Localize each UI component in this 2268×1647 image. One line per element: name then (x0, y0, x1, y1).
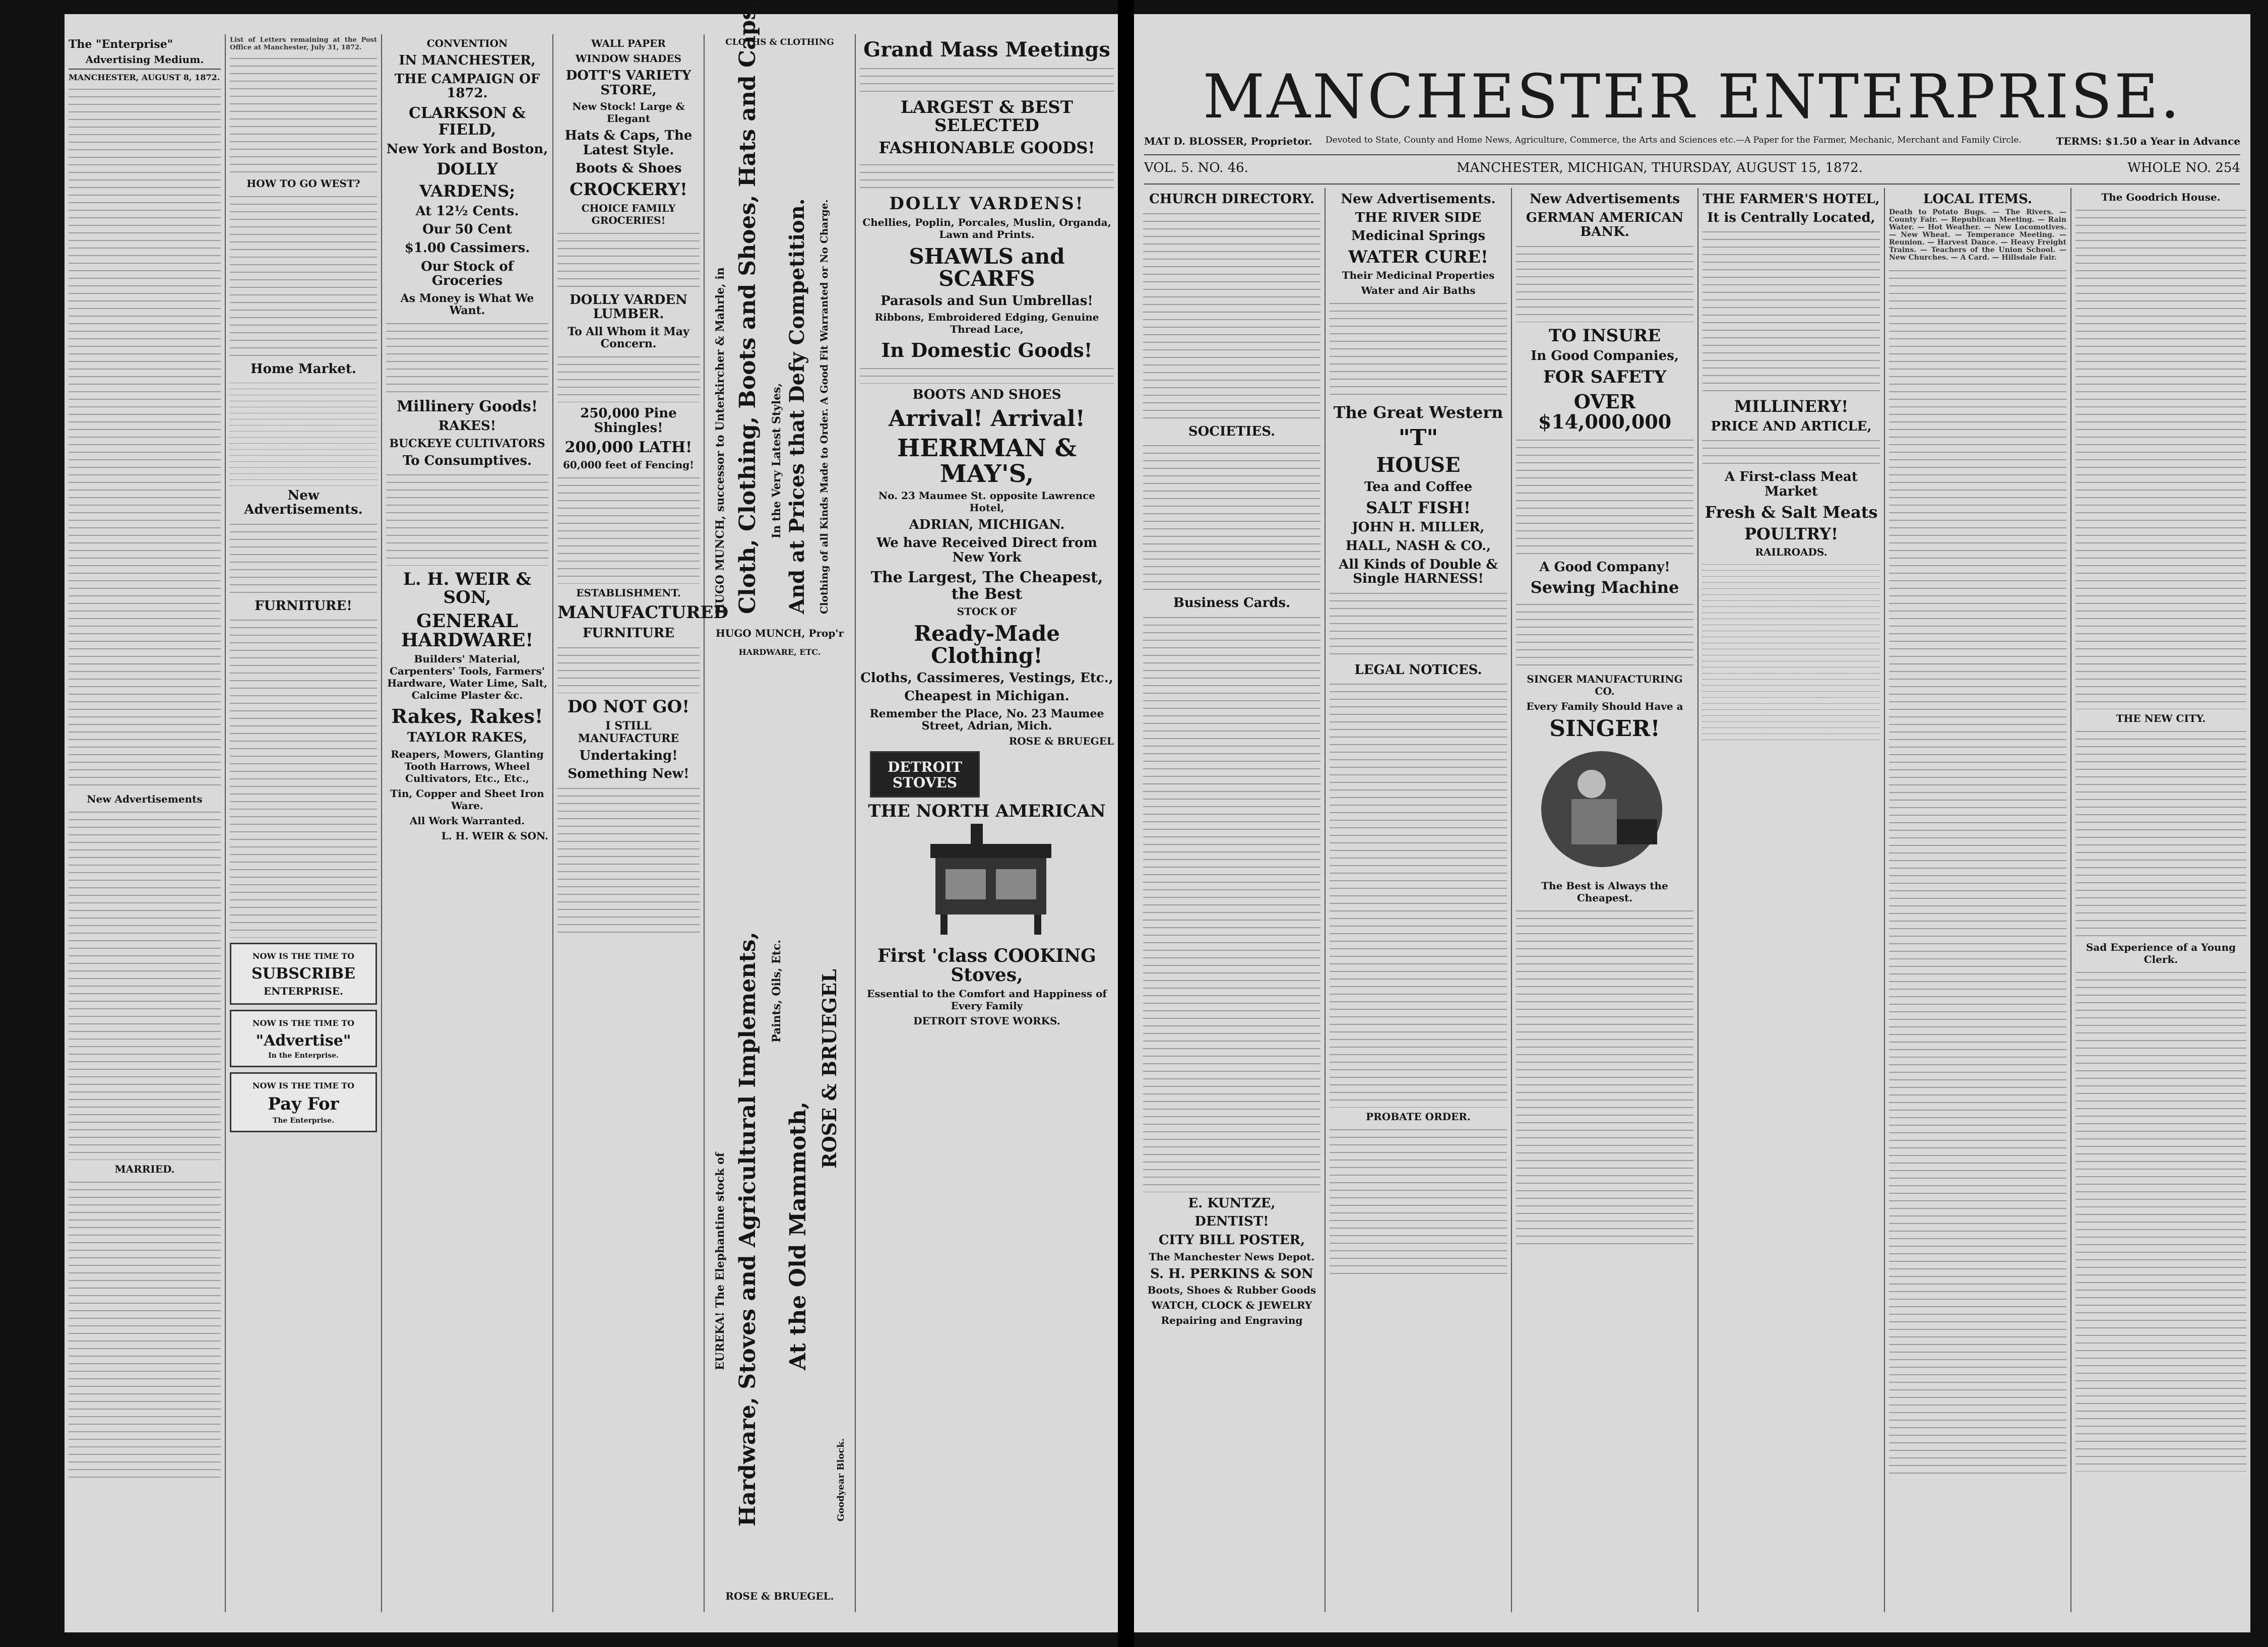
largest-best: LARGEST & BEST SELECTED (900, 97, 1074, 136)
cassimeres: $1.00 Cassimers. (404, 240, 530, 256)
issue-date: MANCHESTER, AUGUST 8, 1872. (69, 73, 220, 83)
whole-number: WHOLE NO. 254 (2127, 160, 2240, 175)
rose-bruegel-label: ROSE & BRUEGEL (1009, 735, 1114, 748)
convention-heading: CONVENTION (426, 37, 508, 49)
new-ads-heading: New Advertisements (87, 793, 203, 806)
salt-fish: SALT FISH! (1366, 498, 1471, 517)
detroit-stoves-logo (870, 751, 980, 798)
millinery-goods: Millinery Goods! (396, 398, 538, 416)
insurance-text (1516, 435, 1693, 556)
new-city-text (2075, 726, 2246, 938)
do-not-go: DO NOT GO! (567, 696, 690, 717)
societies-text (1143, 441, 1320, 592)
meat-market: A First-class Meat Market (1725, 469, 1858, 499)
boots-shoes: BOOTS AND SHOES (912, 387, 1061, 403)
manufactured: MANUFACTURED (557, 602, 728, 623)
pine-shingles: 250,000 Pine Shingles! (580, 406, 677, 436)
column-enterprise-notices (65, 34, 226, 1612)
masthead-title: MANCHESTER ENTERPRISE. (1203, 62, 2182, 132)
clarkson-field: CLARKSON & FIELD, (408, 104, 526, 139)
business-text (1143, 613, 1320, 1192)
furniture-heading: FURNITURE! (255, 598, 352, 614)
the-enterprise: The Enterprise. (272, 1117, 335, 1125)
wall-paper: WALL PAPER (591, 37, 666, 49)
subscribe-box (230, 943, 377, 1005)
received-line: We have Received Direct from New York (876, 535, 1097, 566)
crockery-heading: CROCKERY! (570, 179, 687, 200)
all-work-warranted: All Work Warranted. (409, 814, 525, 827)
goods-text (860, 160, 1114, 190)
german-american-bank: GERMAN AMERICAN BANK. (1526, 210, 1684, 240)
milliner-text (386, 319, 548, 394)
arrival-line: Arrival! Arrival! (889, 405, 1085, 432)
church-text (1143, 209, 1320, 420)
establishment: ESTABLISHMENT. (576, 587, 681, 599)
house-word: HOUSE (1376, 453, 1461, 477)
hardware-header: HARDWARE, ETC. (738, 647, 821, 657)
notice-text (557, 473, 700, 584)
hats-caps-line: Hats & Caps, The Latest Style. (564, 128, 692, 158)
family-groceries: CHOICE FAMILY GROCERIES! (581, 202, 676, 226)
undertaking-text (557, 783, 700, 935)
grand-mass-meetings: Grand Mass Meetings (863, 38, 1110, 62)
fencing-line: 60,000 feet of Fencing! (562, 459, 695, 471)
good-companies: In Good Companies, (1531, 348, 1679, 364)
societies: SOCIETIES. (1188, 423, 1276, 439)
hugo-proprietor: HUGO MUNCH, Prop'r (716, 627, 844, 639)
t-letter: "T" (1398, 425, 1438, 451)
dolly-word: DOLLY (436, 159, 498, 179)
taylor-rakes: TAYLOR RAKES, (407, 730, 528, 746)
advertising-medium: Advertising Medium. (85, 53, 204, 66)
river-side: THE RIVER SIDE (1355, 210, 1482, 225)
water-cure-text (1330, 298, 1507, 399)
hugo-vertical-1: HUGO MUNCH, successor to Unterkircher & Mahrle, in (714, 267, 727, 614)
column-market-subscribe (226, 34, 382, 1612)
letter-list-heading: List of Letters remaining at the Post Office at Manchester, July 31, 1872. (230, 36, 377, 51)
kuntze: E. KUNTZE, (1188, 1195, 1276, 1211)
poem-text (69, 1177, 221, 1480)
domestic-goods: In Domestic Goods! (881, 339, 1093, 362)
column-local-items (1885, 188, 2071, 1612)
consumptives-text (386, 470, 548, 566)
groceries-heading: Our Stock of Groceries (421, 259, 514, 289)
tin-copper: Tin, Copper and Sheet Iron Ware. (390, 787, 544, 812)
medicinal-properties: Their Medicinal Properties (1342, 269, 1495, 282)
singer-manufacturing: SINGER MANUFACTURING CO. (1527, 673, 1683, 697)
domestic-text (860, 363, 1114, 384)
to-insure: TO INSURE (1548, 325, 1661, 346)
boots-rubber: Boots, Shoes & Rubber Goods (1147, 1284, 1316, 1297)
campaign-1872: THE CAMPAIGN OF 1872. (394, 71, 540, 101)
letter-list-text (230, 53, 377, 174)
singer-text (1516, 906, 1693, 1249)
sewing-text (1516, 599, 1693, 670)
millinery-text (1703, 436, 1880, 466)
dolly-varden-lumber: DOLLY VARDEN LUMBER. (570, 292, 687, 322)
goodrich-text (2075, 205, 2246, 709)
how-to-go-west: HOW TO GO WEST? (246, 177, 360, 190)
chellies-line: Chellies, Poplin, Porcales, Muslin, Organda, Lawn and Prints. (862, 216, 1111, 240)
for-safety: FOR SAFETY (1543, 367, 1667, 388)
lumber-text (557, 352, 700, 402)
column-church-directory (1139, 188, 1326, 1612)
eureka-vertical: EUREKA! The Elephantine stock of (714, 1152, 727, 1370)
mammoth-vertical: At the Old Mammoth, (785, 1101, 811, 1370)
perkins-son: S. H. PERKINS & SON (1150, 1266, 1313, 1282)
maumee-address: No. 23 Maumee St. opposite Lawrence Hotel, (878, 489, 1096, 514)
probate-order: PROBATE ORDER. (1366, 1111, 1471, 1123)
page-gutter (1118, 0, 1134, 1647)
classified-text (69, 807, 221, 1160)
fashionable-goods: FASHIONABLE GOODS! (878, 138, 1095, 158)
money-line: As Money is What We Want. (400, 291, 534, 317)
dolly-vardens: DOLLY VARDENS! (889, 193, 1085, 214)
good-company: A Good Company! (1539, 559, 1670, 575)
essential-line: Essential to the Comfort and Happiness of Every Family (866, 988, 1107, 1012)
local-items: LOCAL ITEMS. (1923, 192, 2033, 207)
home-market-heading: Home Market. (250, 361, 356, 377)
proprietor: MAT D. BLOSSER, Proprietor. (1144, 135, 1312, 147)
probate-text (1330, 1125, 1507, 1276)
repairing: Repairing and Engraving (1161, 1314, 1303, 1327)
goodyear-vertical: Goodyear Block. (836, 1438, 846, 1521)
market-table (230, 379, 377, 484)
medicinal-springs: Medicinal Springs (1351, 228, 1486, 244)
advertise-word: "Advertise" (256, 1031, 351, 1050)
price-12-cents: At 12½ Cents. (415, 203, 519, 219)
cloths-clothing-header: CLOTHS & CLOTHING (725, 37, 834, 47)
reapers-mowers: Reapers, Mowers, Glanting Tooth Harrows, Wheel Cultivators, Etc., Etc., (391, 748, 544, 784)
window-shades: WINDOW SHADES (575, 52, 682, 65)
pay-for-word: Pay For (268, 1094, 339, 1115)
rakes-heading: RAKES! (438, 418, 496, 434)
rose-signature: ROSE & BRUEGEL. (725, 1590, 834, 1602)
great-western: The Great Western (1333, 403, 1503, 422)
column-hotel-railroad (1698, 188, 1885, 1612)
buckeye-cultivators: BUCKEYE CULTIVATORS (389, 437, 545, 450)
now-is-time-3: NOW IS THE TIME TO (252, 1081, 355, 1091)
fresh-salt-meats: Fresh & Salt Meats (1705, 502, 1878, 522)
bank-text (1516, 241, 1693, 322)
column-dry-goods (856, 34, 1118, 1612)
ready-made-clothing: Ready-Made Clothing! (914, 621, 1060, 668)
hugo-vertical-4: And at Prices that Defy Competition. (785, 198, 809, 614)
manufacture-text (557, 643, 700, 693)
enterprise-word: ENTERPRISE. (264, 985, 343, 997)
detroit-stove-works: DETROIT STOVE WORKS. (913, 1015, 1060, 1027)
railroads-heading: RAILROADS. (1755, 545, 1828, 558)
john-miller: JOHN H. MILLER, (1352, 520, 1485, 535)
married-heading: MARRIED. (114, 1163, 175, 1176)
cheapest-michigan: Cheapest in Michigan. (904, 689, 1069, 704)
hugo-vertical-5: Clothing of all Kinds Made to Order. A Good Fit Warranted or No Charge. (818, 199, 830, 614)
hugo-vertical-3: In the Very Latest Styles, (770, 383, 783, 538)
new-ads-r2: New Advertisements. (1341, 192, 1496, 207)
pay-box (230, 1072, 377, 1132)
terms: TERMS: $1.50 a Year in Advance (2056, 135, 2240, 147)
volume-number: VOL. 5. NO. 46. (1144, 160, 1248, 175)
millinery-r: MILLINERY! (1734, 397, 1849, 416)
new-york-boston: New York and Boston, (386, 141, 548, 157)
weir-son: L. H. WEIR & SON, (403, 569, 532, 608)
local-items-text (1889, 266, 2066, 1476)
bill-poster: CITY BILL POSTER, (1158, 1232, 1305, 1248)
goodrich-house: The Goodrich House. (2101, 191, 2221, 203)
remember-place: Remember the Place, No. 23 Maumee Street, Adrian, Mich. (869, 707, 1104, 733)
watch-clock: WATCH, CLOCK & JEWELRY (1151, 1299, 1312, 1312)
water-cure: WATER CURE! (1348, 247, 1488, 267)
legal-text (1330, 679, 1507, 1108)
motto: Devoted to State, County and Home News, Agriculture, Commerce, the Arts and Sciences etc.—A Paper for the Farmer, Mechanic, Merchant and Family Circle. (1326, 135, 2022, 145)
rose-vertical: ROSE & BRUEGEL (818, 969, 841, 1169)
consumptives-heading: To Consumptives. (402, 453, 532, 468)
rakes-rakes: Rakes, Rakes! (391, 705, 543, 728)
farmers-hotel: THE FARMER'S HOTEL, (1703, 192, 1880, 207)
price-article: PRICE AND ARTICLE, (1711, 418, 1872, 434)
over-14-million: OVER $14,000,000 (1538, 390, 1672, 433)
detroit-stoves-text: DETROIT STOVES (887, 759, 963, 791)
singer-word: SINGER! (1549, 715, 1660, 742)
water-air-baths: Water and Air Baths (1361, 284, 1476, 297)
new-ads-r3: New Advertisements (1529, 192, 1680, 207)
something-new: Something New! (568, 766, 689, 782)
paper-name: The "Enterprise" (69, 38, 173, 51)
local-news-text (69, 84, 221, 790)
centrally-located: It is Centrally Located, (1707, 210, 1875, 225)
advertisers-text (230, 519, 377, 595)
still-manufacture: I STILL MANUFACTURE (578, 719, 679, 745)
north-american: THE NORTH AMERICAN (868, 801, 1106, 822)
in-manchester: IN MANCHESTER, (399, 53, 536, 68)
sewing-machine: Sewing Machine (1530, 578, 1679, 597)
news-depot: The Manchester News Depot. (1149, 1250, 1315, 1263)
dateline: MANCHESTER, MICHIGAN, THURSDAY, AUGUST 15, 1872. (1457, 160, 1863, 175)
hotel-text (1703, 227, 1880, 393)
best-cheapest: The Best is Always the Cheapest. (1541, 879, 1668, 904)
right-newspaper-page (1134, 14, 2250, 1632)
hardware-vertical: Hardware, Stoves and Agricultural Implements, (735, 932, 761, 1527)
dotts-variety-store: DOTT'S VARIETY STORE, (565, 68, 691, 98)
sad-experience-text (2075, 967, 2246, 1472)
fifty-cent: Our 50 Cent (422, 222, 512, 237)
column-water-cure (1326, 188, 1512, 1612)
business-cards: Business Cards. (1173, 595, 1291, 611)
vardens-word: VARDENS; (419, 181, 516, 201)
local-item-headlines: Death to Potato Bugs. — The Rivers. — County Fair. — Republican Meeting. — Rain Water. — Hot Weather. — New Locomotives. — New Wheat. — Temperance Meeting. — Reunion. — Harvest Dance. — Heavy Freight Trains. — Teachers of the Union School. — New Churches. — A Card. — Hillsdale Fair. (1889, 208, 2066, 262)
first-class-stoves: First 'class COOKING Stoves, (877, 945, 1096, 986)
tea-coffee: Tea and Coffee (1364, 479, 1473, 495)
dentist: DENTIST! (1194, 1214, 1269, 1230)
largest-cheapest: The Largest, The Cheapest, the Best (870, 568, 1103, 603)
now-is-time-1: NOW IS THE TIME TO (252, 951, 355, 961)
sad-experience: Sad Experience of a Young Clerk. (2086, 941, 2236, 965)
church-directory: CHURCH DIRECTORY. (1149, 192, 1314, 207)
railroad-text (230, 192, 377, 358)
column-insurance-singer (1512, 188, 1698, 1612)
grand-text (860, 64, 1114, 94)
poultry: POULTRY! (1744, 524, 1839, 544)
boots-shoes-line: Boots & Shoes (575, 161, 682, 176)
new-advertisements-heading: New Advertisements. (244, 487, 363, 518)
hugo-vertical-2: Cloth, Clothing, Boots and Shoes, Hats and Caps, (735, 0, 761, 614)
shawls-scarfs: SHAWLS and SCARFS (909, 243, 1065, 291)
furniture-text (230, 615, 377, 938)
timetable (1703, 560, 1880, 1316)
left-newspaper-page (65, 0, 1118, 1632)
new-stock-line: New Stock! Large & Elegant (572, 100, 685, 125)
column-hugo-munch-rose (705, 0, 856, 1612)
cooking-stove-illustration (860, 824, 1112, 940)
harness-text (1330, 588, 1507, 659)
undertaking: Undertaking! (579, 748, 678, 763)
paints-vertical: Paints, Oils, Etc. (770, 940, 783, 1043)
advertise-box (230, 1010, 377, 1068)
furniture-word: FURNITURE (582, 626, 675, 641)
dotts-text (557, 228, 700, 289)
adrian-michigan: ADRIAN, MICHIGAN. (909, 517, 1065, 532)
weir-signature: L. H. WEIR & SON. (441, 829, 548, 842)
column-clarkson-weir (382, 34, 553, 1612)
every-family: Every Family Should Have a (1526, 700, 1683, 712)
to-all-whom: To All Whom it May Concern. (568, 325, 689, 351)
lath-line: 200,000 LATH! (564, 439, 692, 457)
general-hardware: GENERAL HARDWARE! (401, 610, 534, 651)
in-enterprise: In the Enterprise. (268, 1052, 339, 1060)
parasols-line: Parasols and Sun Umbrellas! (880, 293, 1093, 309)
harness: All Kinds of Double & Single HARNESS! (1339, 557, 1498, 587)
new-city: THE NEW CITY. (2116, 712, 2206, 724)
subscribe-word: SUBSCRIBE (251, 965, 355, 983)
builders-material: Builders' Material, Carpenters' Tools, Farmers' Hardware, Water Lime, Salt, Calcime Plaster &c. (387, 653, 547, 702)
now-is-time-2: NOW IS THE TIME TO (252, 1018, 355, 1028)
column-goodrich (2071, 188, 2250, 1612)
singer-illustration (1516, 744, 1687, 875)
herrman-may: HERRMAN & MAY'S, (897, 434, 1077, 488)
ribbons-line: Ribbons, Embroidered Edging, Genuine Thread Lace, (874, 311, 1099, 336)
stock-of: STOCK OF (957, 605, 1017, 618)
legal-notices: LEGAL NOTICES. (1354, 662, 1482, 678)
hall-nash: HALL, NASH & CO., (1345, 538, 1491, 554)
cloths-cassimeres: Cloths, Cassimeres, Vestings, Etc., (860, 670, 1113, 686)
